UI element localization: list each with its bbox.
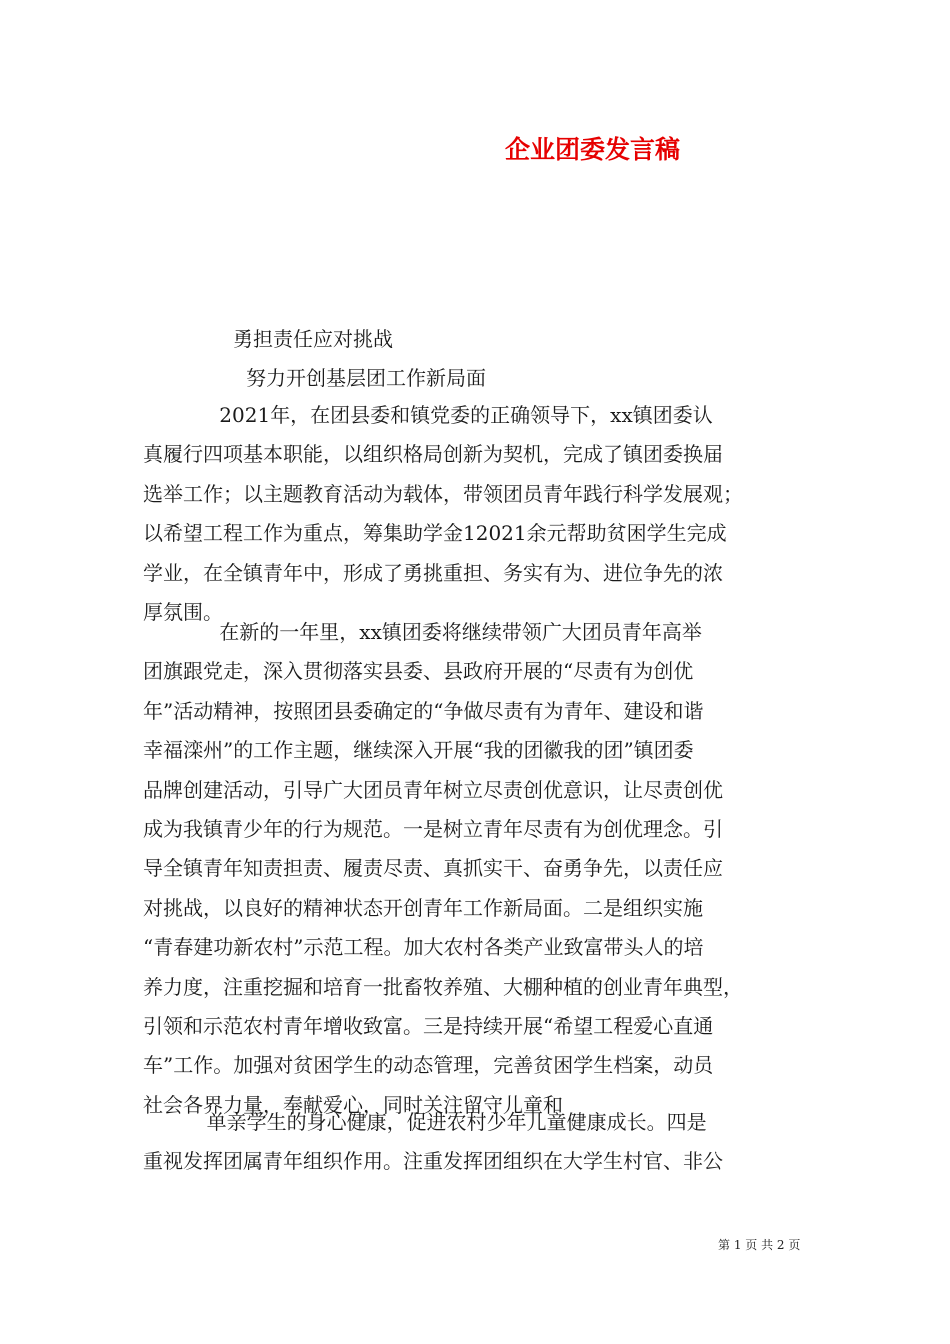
paragraph-line: 团旗跟党走，深入贯彻落实县委、县政府开展的“尽责有为创优 <box>143 659 694 684</box>
paragraph-line: 车”工作。加强对贫困学生的动态管理，完善贫困学生档案，动员 <box>143 1053 714 1078</box>
paragraph-line: 引领和示范农村青年增收致富。三是持续开展“希望工程爱心直通 <box>143 1013 714 1038</box>
subheading-1: 勇担责任应对挑战 <box>233 327 393 351</box>
paragraph-line: 2021年，在团县委和镇党委的正确领导下，xx镇团委认 <box>143 403 713 427</box>
paragraph-line: 对挑战，以良好的精神状态开创青年工作新局面。二是组织实施 <box>143 895 703 920</box>
paragraph-line: 社会各界力量，奉献爱心，同时关注留守儿童和 <box>143 1092 563 1117</box>
paragraph-line: 重视发挥团属青年组织作用。注重发挥团组织在大学生村官、非公 <box>143 1149 723 1174</box>
subheading-2: 努力开创基层团工作新局面 <box>246 366 486 390</box>
paragraph-line: 品牌创建活动，引导广大团员青年树立尽责创优意识，让尽责创优 <box>143 777 723 802</box>
page-number-footer: 第 1 页 共 2 页 <box>718 1238 801 1252</box>
paragraph-line: 幸福滦州”的工作主题，继续深入开展“我的团徽我的团”镇团委 <box>143 738 694 763</box>
document-title: 企业团委发言稿 <box>505 135 681 164</box>
paragraph-line: “青春建功新农村”示范工程。加大农村各类产业致富带头人的培 <box>143 935 704 960</box>
paragraph-line: 学业，在全镇青年中，形成了勇挑重担、务实有为、进位争先的浓 <box>143 560 723 585</box>
paragraph-line: 单亲学生的身心健康，促进农村少年儿童健康成长。四是 <box>143 1110 707 1134</box>
paragraph-line: 以希望工程工作为重点，筹集助学金12021余元帮助贫困学生完成 <box>143 521 727 546</box>
paragraph-line: 在新的一年里，xx镇团委将继续带领广大团员青年高举 <box>143 620 702 644</box>
paragraph-line: 导全镇青年知责担责、履责尽责、真抓实干、奋勇争先，以责任应 <box>143 856 723 881</box>
paragraph-line: 选举工作；以主题教育活动为载体，带领团员青年践行科学发展观； <box>143 481 743 506</box>
paragraph-2 <box>143 613 807 1125</box>
paragraph-3 <box>143 1103 807 1182</box>
paragraph-line: 厚氛围。 <box>143 599 223 624</box>
paragraph-line: 真履行四项基本职能，以组织格局创新为契机，完成了镇团委换届 <box>143 442 723 467</box>
paragraph-1 <box>143 396 807 632</box>
paragraph-line: 年”活动精神，按照团县委确定的“争做尽责有为青年、建设和谐 <box>143 698 704 723</box>
paragraph-line: 养力度，注重挖掘和培育一批畜牧养殖、大棚种植的创业青年典型， <box>143 974 743 999</box>
paragraph-line: 成为我镇青少年的行为规范。一是树立青年尽责有为创优理念。引 <box>143 816 723 841</box>
